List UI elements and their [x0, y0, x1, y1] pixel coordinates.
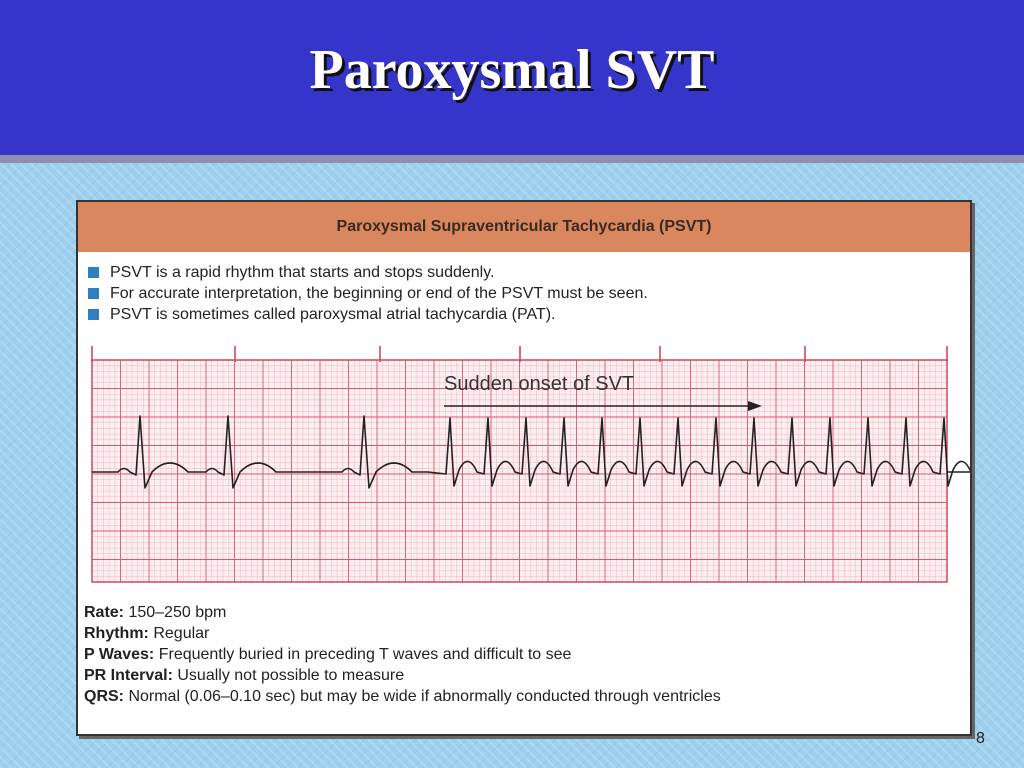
bullet-list [86, 262, 648, 325]
criteria-pr-interval [84, 665, 721, 686]
figure-header [78, 202, 970, 252]
bullet-square-icon [88, 309, 99, 320]
bullet-text: For accurate interpretation, the beginning or end of the PSVT must be seen. [110, 285, 648, 302]
bullet-item [86, 283, 648, 304]
bullet-square-icon [88, 288, 99, 299]
bullet-text: PSVT is sometimes called paroxysmal atrial tachycardia (PAT). [110, 306, 556, 323]
slide-number: 8 [976, 730, 985, 747]
criteria-value: Normal (0.06–0.10 sec) but may be wide if abnormally conducted through ventricles [124, 688, 721, 705]
criteria-label: PR Interval: [84, 667, 173, 684]
slide-title: Paroxysmal SVT [309, 39, 715, 101]
figure-title: Paroxysmal Supraventricular Tachycardia (PSVT) [336, 218, 712, 235]
criteria-label: Rate: [84, 604, 125, 621]
criteria-value: Frequently buried in preceding T waves and difficult to see [154, 646, 572, 663]
criteria-rate [84, 602, 721, 623]
criteria-label: QRS: [84, 688, 124, 705]
title-bar-divider [0, 155, 1024, 163]
criteria-value: Usually not possible to measure [172, 667, 405, 684]
criteria-label: P Waves: [84, 646, 155, 663]
criteria-rhythm [84, 623, 721, 644]
bullet-item [86, 304, 648, 325]
criteria-label: Rhythm: [84, 625, 149, 642]
bullet-square-icon [88, 267, 99, 278]
criteria-p-waves [84, 644, 721, 665]
bullet-item [86, 262, 648, 283]
criteria-value: Regular [148, 625, 210, 642]
bullet-text: PSVT is a rapid rhythm that starts and stops suddenly. [110, 264, 495, 281]
ecg-strip [78, 340, 970, 590]
rhythm-criteria [84, 602, 721, 707]
criteria-qrs [84, 686, 721, 707]
criteria-value: 150–250 bpm [124, 604, 227, 621]
onset-annotation: Sudden onset of SVT [444, 373, 635, 395]
rhythm-figure [76, 200, 972, 736]
